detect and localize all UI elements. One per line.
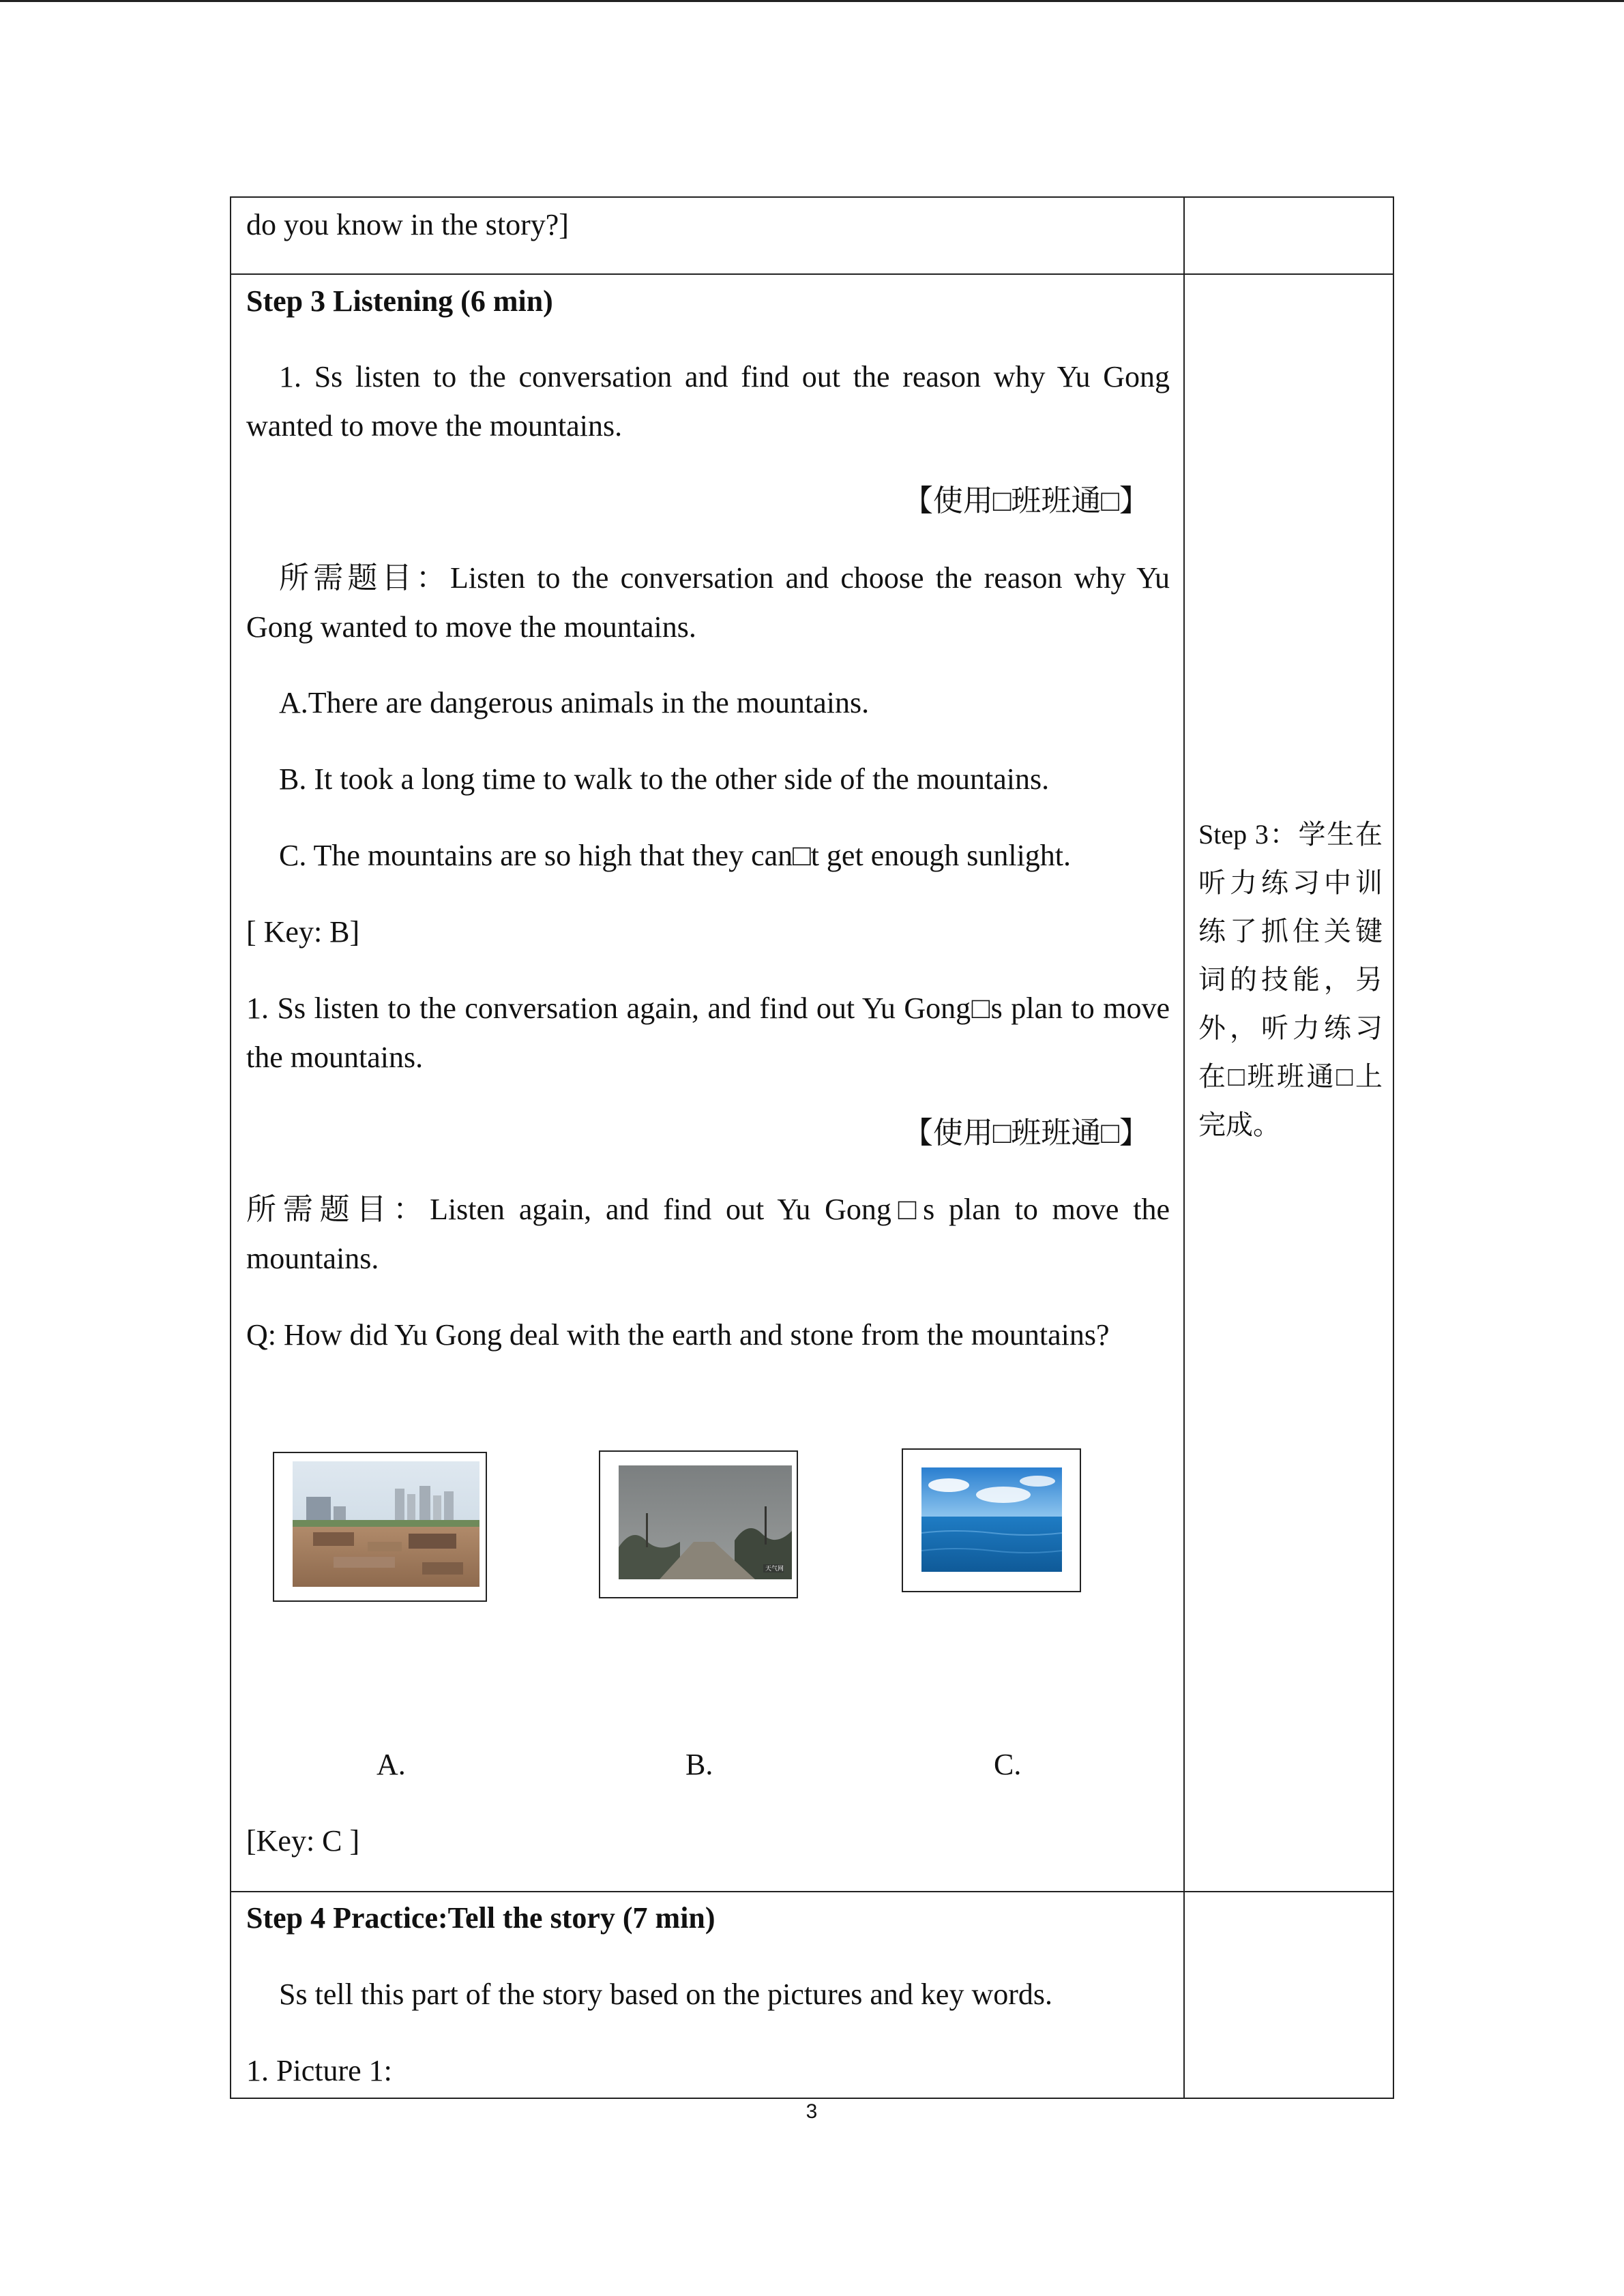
step3-design-note: Step 3：学生在听力练习中训练了抓住关键词的技能，另外，听力练习在□班班通□上完成。 [1198,819,1383,1140]
question1-prompt: 所需题目：Listen to the conversation and choose the reason why Yu Gong wanted to move the mountains. [246,561,1170,644]
option-a: A.There are dangerous animals in the mountains. [279,686,870,719]
choice-b-label: B. [685,1748,713,1781]
step3-heading: Step 3 Listening (6 min) [246,284,553,318]
page-number: 3 [806,2100,818,2123]
construction-site-picture [293,1461,479,1587]
sea-picture [921,1467,1062,1572]
answer-key-1: [ Key: B] [246,915,360,949]
option-c: C. The mountains are so high that they can□t get enough sunlight. [279,839,1072,872]
choice-c-label: C. [994,1748,1022,1781]
question2-prompt: 所需题目：Listen again, and find out Yu Gong□s plan to move the mountains. [246,1193,1170,1275]
row-divider [230,273,1394,275]
previous-step-continuation: do you know in the story?] [246,208,569,241]
step4-item-1: 1. Picture 1: [246,2054,392,2087]
misty-road-picture [619,1465,792,1579]
page-top-border [0,0,1624,2]
tool-tag-1: 【使用□班班通□】 [902,484,1149,518]
step4-instruction: Ss tell this part of the story based on the pictures and key words. [279,1978,1053,2011]
choice-a-label: A. [377,1748,406,1781]
row-divider [230,1891,1394,1892]
tool-tag-2: 【使用□班班通□】 [902,1116,1149,1150]
step3-instruction-2: 1. Ss listen to the conversation again, and find out Yu Gong□s plan to move the mountains. [246,992,1170,1074]
picture-watermark: 天气网 [765,1566,784,1572]
question2-text: Q: How did Yu Gong deal with the earth and stone from the mountains? [246,1318,1110,1352]
step4-heading: Step 4 Practice:Tell the story (7 min) [246,1901,715,1935]
option-b: B. It took a long time to walk to the other side of the mountains. [279,762,1050,796]
step3-instruction-1: 1. Ss listen to the conversation and find out the reason why Yu Gong wanted to move the mountains. [246,360,1170,443]
answer-key-2: [Key: C ] [246,1824,360,1858]
column-divider [1183,196,1185,2099]
